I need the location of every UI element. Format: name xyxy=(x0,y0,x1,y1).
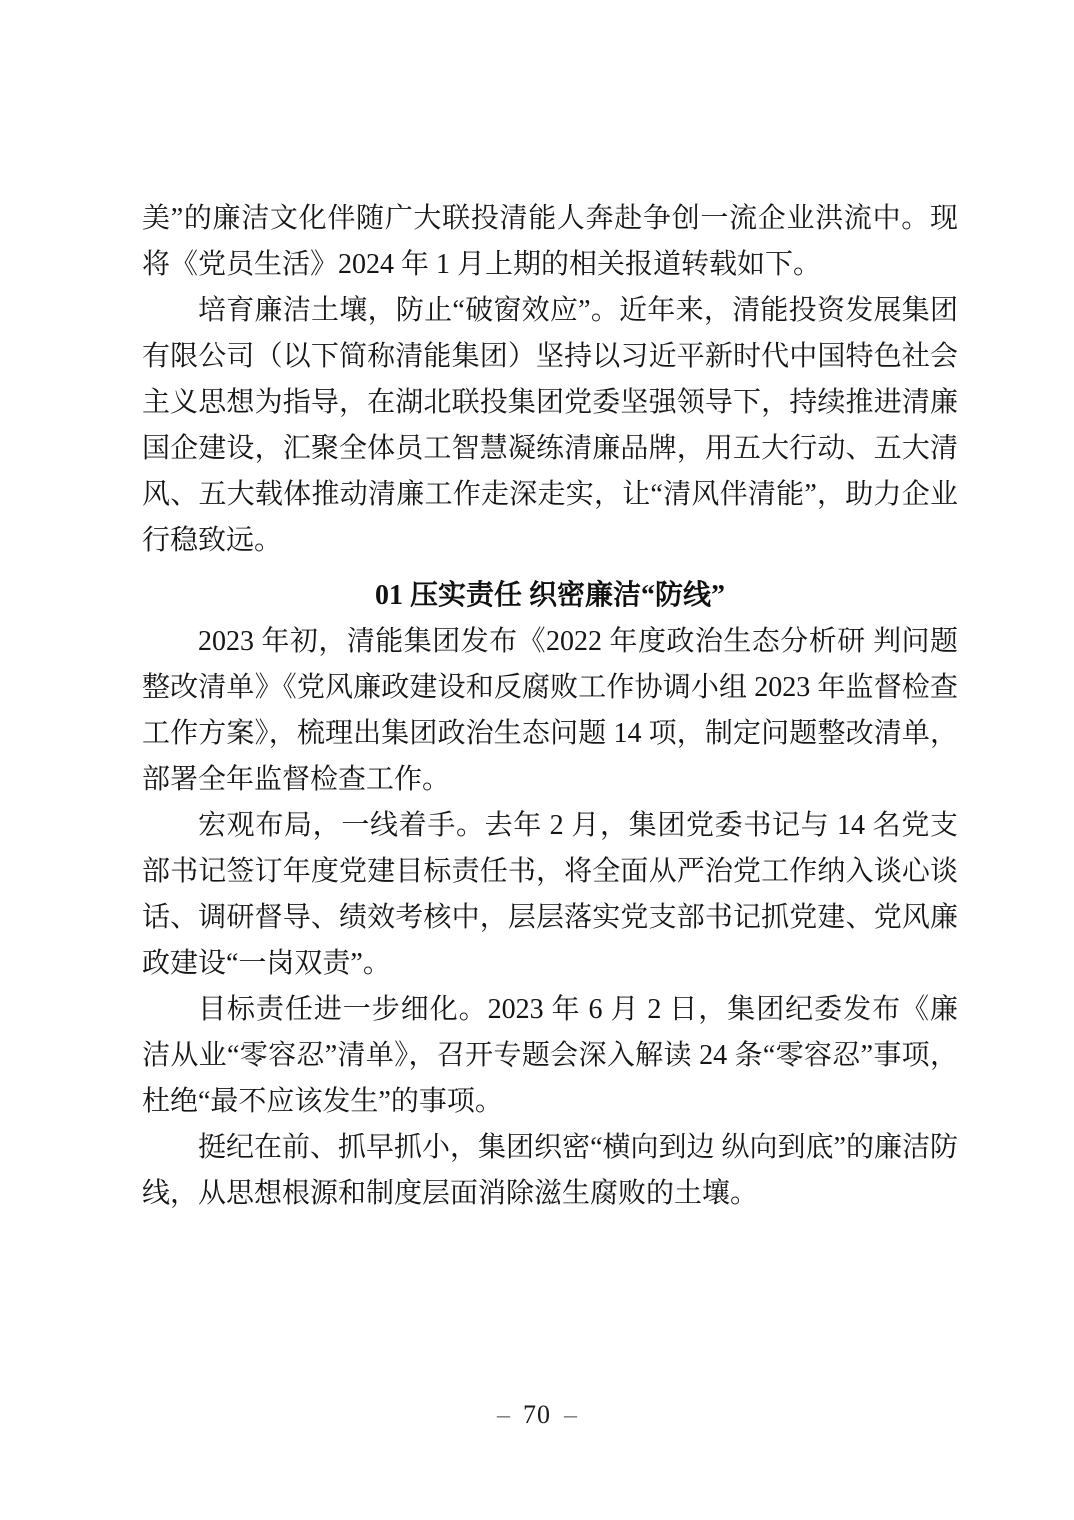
footer-dash-right: – xyxy=(564,1400,577,1429)
paragraph-continued-from-previous-page: 美”的廉洁文化伴随广大联投清能人奔赴争创一流企业洪流中。现将《党员生活》2024 年 1 月上期的相关报道转载如下。 xyxy=(142,203,958,280)
section-heading-01: 01 压实责任 织密廉洁“防线” xyxy=(374,580,725,611)
paragraph-discipline-defense-line: 挺纪在前、抓早抓小，集团织密“横向到边 纵向到底”的廉洁防线，从思想根源和制度层面消除滋生腐败的土壤。 xyxy=(142,1132,958,1209)
footer-dash-left: – xyxy=(497,1400,510,1429)
paragraph-overview: 培育廉洁土壤，防止“破窗效应”。近年来，清能投资发展集团有限公司（以下简称清能集团）坚持以习近平新时代中国特色社会主义思想为指导，在湖北联投集团党委坚强领导下，持续推进清廉国企建设，汇聚全体员工智慧凝练清廉品牌，用五大行动、五大清风、五大载体推动清廉工作走深走实，让“清风伴清能”，助力企业行稳致远。 xyxy=(142,295,958,556)
page-footer xyxy=(0,1398,1074,1432)
paragraph-responsibility-agreements: 宏观布局，一线着手。去年 2 月，集团党委书记与 14 名党支部书记签订年度党建目标责任书，将全面从严治党工作纳入谈心谈话、调研督导、绩效考核中，层层落实党支部书记抓党建、党风廉政建设“一岗双责”。 xyxy=(142,810,958,979)
page-number: 70 xyxy=(523,1400,551,1429)
document-body xyxy=(142,0,958,1217)
paragraph-2023-plan: 2023 年初，清能集团发布《2022 年度政治生态分析研 判问题整改清单》《党风廉政建设和反腐败工作协调小组 2023 年监督检查工作方案》，梳理出集团政治生态问题 14 项，制定问题整改清单，部署全年监督检查工作。 xyxy=(142,626,958,795)
paragraph-zero-tolerance-list: 目标责任进一步细化。2023 年 6 月 2 日，集团纪委发布《廉洁从业“零容忍”清单》，召开专题会深入解读 24 条“零容忍”事项，杜绝“最不应该发生”的事项。 xyxy=(142,994,958,1117)
